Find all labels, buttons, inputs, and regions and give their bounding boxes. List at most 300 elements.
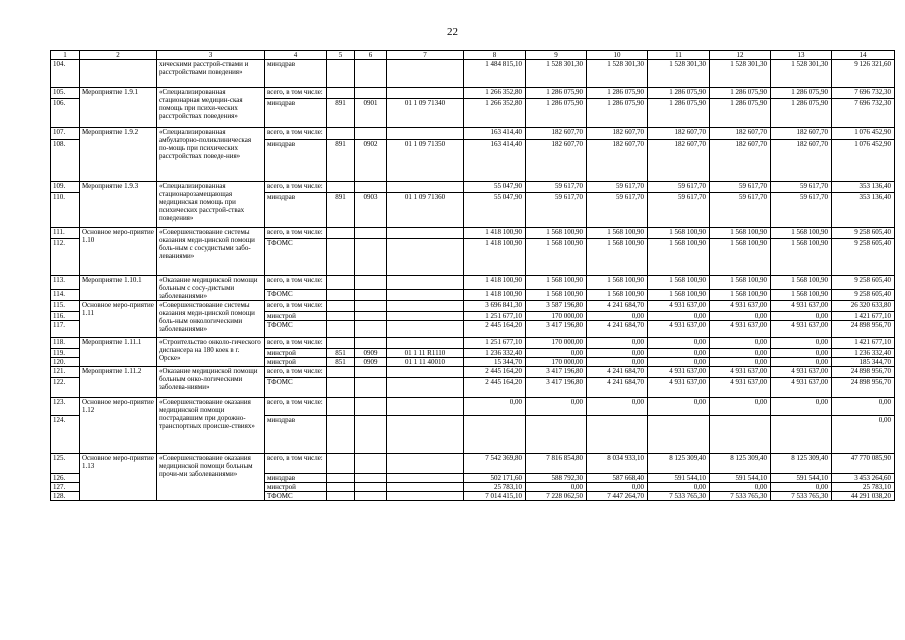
code-cell xyxy=(327,416,355,454)
amount-cell: 1 251 677,10 xyxy=(464,338,526,349)
amount-cell: 1 076 452,90 xyxy=(832,140,895,182)
amount-cell: 1 418 100,90 xyxy=(464,289,526,300)
activity-description: «Совершенствование системы оказания меди-цинской помощи боль-ным с сосудистыми забо-леваниями» xyxy=(157,228,265,276)
code-cell xyxy=(327,312,355,321)
executor-cell: минстрой xyxy=(265,358,327,367)
table-row xyxy=(51,128,895,140)
amount-cell: 44 291 038,20 xyxy=(832,492,895,501)
amount-cell: 7 533 765,30 xyxy=(771,492,832,501)
amount-cell: 1 286 075,90 xyxy=(587,88,648,99)
section-cell xyxy=(355,474,387,483)
amount-cell: 0,00 xyxy=(587,398,648,416)
amount-cell: 4 931 637,00 xyxy=(710,378,771,398)
activity-description: «Совершенствование оказания медицинской помощи больным прочи-ми заболеваниями» xyxy=(157,454,265,501)
amount-cell xyxy=(464,416,526,454)
amount-cell: 2 445 164,20 xyxy=(464,367,526,378)
section-cell: 0902 xyxy=(355,140,387,182)
amount-cell: 26 320 633,80 xyxy=(832,301,895,312)
amount-cell: 182 607,70 xyxy=(648,128,710,140)
amount-cell: 3 453 264,60 xyxy=(832,474,895,483)
amount-cell: 0,00 xyxy=(832,416,895,454)
amount-cell: 8 125 309,40 xyxy=(648,454,710,474)
executor-cell: минстрой xyxy=(265,483,327,492)
amount-cell: 0,00 xyxy=(710,349,771,358)
row-number: 109. xyxy=(51,182,80,193)
section-cell xyxy=(355,492,387,501)
amount-cell xyxy=(587,416,648,454)
amount-cell: 1 568 100,90 xyxy=(648,289,710,300)
table-row xyxy=(51,276,895,290)
section-cell xyxy=(355,338,387,349)
table-row xyxy=(51,88,895,99)
amount-cell: 9 126 321,60 xyxy=(832,60,895,88)
row-number: 124. xyxy=(51,416,80,454)
code-cell xyxy=(327,474,355,483)
amount-cell: 1 568 100,90 xyxy=(771,239,832,276)
amount-cell: 587 668,40 xyxy=(587,474,648,483)
amount-cell: 4 931 637,00 xyxy=(771,378,832,398)
amount-cell: 3 696 841,30 xyxy=(464,301,526,312)
amount-cell: 588 792,30 xyxy=(526,474,587,483)
amount-cell: 182 607,70 xyxy=(710,128,771,140)
code-cell xyxy=(327,182,355,193)
amount-cell: 7 696 732,30 xyxy=(832,99,895,128)
amount-cell: 4 241 684,70 xyxy=(587,321,648,338)
amount-cell: 0,00 xyxy=(771,358,832,367)
amount-cell: 7 542 369,80 xyxy=(464,454,526,474)
code-cell xyxy=(327,367,355,378)
amount-cell: 24 898 956,70 xyxy=(832,378,895,398)
table-row xyxy=(51,228,895,239)
code-cell xyxy=(327,301,355,312)
target-article-cell xyxy=(387,276,464,290)
executor-cell: всего, в том числе: xyxy=(265,454,327,474)
section-cell xyxy=(355,378,387,398)
header-cell: 9 xyxy=(526,51,587,60)
target-article-cell xyxy=(387,378,464,398)
code-cell: 851 xyxy=(327,349,355,358)
activity-description: «Оказание медицинской помощи больным онко-логическими заболева-ниями» xyxy=(157,367,265,398)
activity-name: Основное меро-приятие 1.13 xyxy=(80,454,157,501)
section-cell: 0903 xyxy=(355,193,387,228)
amount-cell: 1 528 301,30 xyxy=(648,60,710,88)
amount-cell: 1 568 100,90 xyxy=(526,228,587,239)
amount-cell: 3 417 196,80 xyxy=(526,378,587,398)
activity-name: Мероприятие 1.11.2 xyxy=(80,367,157,398)
header-cell: 3 xyxy=(157,51,265,60)
code-cell xyxy=(327,454,355,474)
amount-cell: 502 171,60 xyxy=(464,474,526,483)
section-cell xyxy=(355,128,387,140)
amount-cell: 2 445 164,20 xyxy=(464,378,526,398)
target-article-cell xyxy=(387,228,464,239)
amount-cell: 1 286 075,90 xyxy=(526,88,587,99)
amount-cell: 59 617,70 xyxy=(710,193,771,228)
amount-cell: 4 931 637,00 xyxy=(710,321,771,338)
amount-cell: 0,00 xyxy=(648,398,710,416)
amount-cell: 1 286 075,90 xyxy=(771,99,832,128)
amount-cell: 353 136,40 xyxy=(832,182,895,193)
amount-cell: 0,00 xyxy=(526,398,587,416)
amount-cell: 1 568 100,90 xyxy=(771,289,832,300)
code-cell: 891 xyxy=(327,140,355,182)
amount-cell: 24 898 956,70 xyxy=(832,321,895,338)
target-article-cell xyxy=(387,239,464,276)
amount-cell: 8 125 309,40 xyxy=(771,454,832,474)
row-number: 122. xyxy=(51,378,80,398)
section-cell xyxy=(355,276,387,290)
amount-cell: 1 266 352,80 xyxy=(464,99,526,128)
activity-name: Мероприятие 1.9.2 xyxy=(80,128,157,182)
header-cell: 10 xyxy=(587,51,648,60)
amount-cell: 1 568 100,90 xyxy=(587,289,648,300)
target-article-cell: 01 1 09 71360 xyxy=(387,193,464,228)
table-row xyxy=(51,60,895,88)
table-row xyxy=(51,338,895,349)
amount-cell: 9 258 605,40 xyxy=(832,276,895,290)
amount-cell: 7 696 732,30 xyxy=(832,88,895,99)
target-article-cell xyxy=(387,398,464,416)
section-cell xyxy=(355,367,387,378)
target-article-cell: 01 1 09 71350 xyxy=(387,140,464,182)
code-cell xyxy=(327,276,355,290)
amount-cell: 182 607,70 xyxy=(587,128,648,140)
amount-cell: 7 533 765,30 xyxy=(710,492,771,501)
section-cell xyxy=(355,88,387,99)
amount-cell: 0,00 xyxy=(526,349,587,358)
amount-cell: 591 544,10 xyxy=(710,474,771,483)
section-cell xyxy=(355,454,387,474)
amount-cell: 1 568 100,90 xyxy=(648,239,710,276)
target-article-cell xyxy=(387,454,464,474)
amount-cell: 59 617,70 xyxy=(587,193,648,228)
amount-cell: 1 568 100,90 xyxy=(710,239,771,276)
amount-cell: 1 528 301,30 xyxy=(526,60,587,88)
target-article-cell xyxy=(387,367,464,378)
amount-cell: 2 445 164,20 xyxy=(464,321,526,338)
amount-cell: 1 568 100,90 xyxy=(710,289,771,300)
amount-cell: 0,00 xyxy=(710,312,771,321)
amount-cell: 0,00 xyxy=(771,338,832,349)
activity-name: Основное меро-приятие 1.10 xyxy=(80,228,157,276)
table-row xyxy=(51,301,895,312)
header-cell: 14 xyxy=(832,51,895,60)
amount-cell: 59 617,70 xyxy=(771,182,832,193)
code-cell xyxy=(327,228,355,239)
row-number: 110. xyxy=(51,193,80,228)
section-cell xyxy=(355,398,387,416)
amount-cell: 0,00 xyxy=(464,398,526,416)
amount-cell: 182 607,70 xyxy=(526,140,587,182)
amount-cell: 4 241 684,70 xyxy=(587,378,648,398)
row-number: 120. xyxy=(51,358,80,367)
amount-cell: 4 931 637,00 xyxy=(648,367,710,378)
amount-cell: 170 000,00 xyxy=(526,358,587,367)
amount-cell: 1 286 075,90 xyxy=(710,88,771,99)
program-finance-table xyxy=(50,50,895,501)
target-article-cell xyxy=(387,474,464,483)
target-article-cell xyxy=(387,128,464,140)
amount-cell xyxy=(526,416,587,454)
header-cell: 2 xyxy=(80,51,157,60)
header-cell: 5 xyxy=(327,51,355,60)
row-number: 104. xyxy=(51,60,80,88)
amount-cell: 1 418 100,90 xyxy=(464,228,526,239)
amount-cell: 0,00 xyxy=(648,483,710,492)
amount-cell: 25 783,10 xyxy=(464,483,526,492)
amount-cell: 1 236 332,40 xyxy=(464,349,526,358)
executor-cell: всего, в том числе: xyxy=(265,88,327,99)
activity-name: Мероприятие 1.9.3 xyxy=(80,182,157,228)
amount-cell: 1 568 100,90 xyxy=(587,228,648,239)
amount-cell: 170 000,00 xyxy=(526,312,587,321)
activity-name: Основное меро-приятие 1.12 xyxy=(80,398,157,454)
section-cell xyxy=(355,60,387,88)
row-number: 127. xyxy=(51,483,80,492)
amount-cell: 7 014 415,10 xyxy=(464,492,526,501)
target-article-cell xyxy=(387,60,464,88)
amount-cell: 7 816 854,80 xyxy=(526,454,587,474)
amount-cell: 59 617,70 xyxy=(526,193,587,228)
amount-cell: 4 931 637,00 xyxy=(771,301,832,312)
section-cell xyxy=(355,239,387,276)
amount-cell: 1 568 100,90 xyxy=(526,239,587,276)
amount-cell: 9 258 605,40 xyxy=(832,228,895,239)
amount-cell: 4 931 637,00 xyxy=(771,321,832,338)
executor-cell: всего, в том числе: xyxy=(265,301,327,312)
amount-cell: 0,00 xyxy=(587,312,648,321)
target-article-cell xyxy=(387,88,464,99)
row-number: 108. xyxy=(51,140,80,182)
section-cell xyxy=(355,483,387,492)
amount-cell: 0,00 xyxy=(587,349,648,358)
activity-name: Мероприятие 1.11.1 xyxy=(80,338,157,367)
amount-cell: 1 286 075,90 xyxy=(587,99,648,128)
amount-cell: 1 286 075,90 xyxy=(648,99,710,128)
executor-cell: минздрав xyxy=(265,416,327,454)
section-cell: 0909 xyxy=(355,358,387,367)
row-number: 125. xyxy=(51,454,80,474)
amount-cell: 1 568 100,90 xyxy=(587,276,648,290)
amount-cell: 1 568 100,90 xyxy=(710,276,771,290)
amount-cell: 1 421 677,10 xyxy=(832,312,895,321)
code-cell xyxy=(327,128,355,140)
executor-cell: минстрой xyxy=(265,312,327,321)
row-number: 115. xyxy=(51,301,80,312)
executor-cell: ТФОМС xyxy=(265,321,327,338)
amount-cell: 1 568 100,90 xyxy=(710,228,771,239)
header-cell: 1 xyxy=(51,51,80,60)
section-cell: 0909 xyxy=(355,349,387,358)
header-cell: 8 xyxy=(464,51,526,60)
section-cell xyxy=(355,182,387,193)
amount-cell: 1 568 100,90 xyxy=(526,289,587,300)
amount-cell: 9 258 605,40 xyxy=(832,289,895,300)
amount-cell: 3 417 196,80 xyxy=(526,367,587,378)
activity-description: «Оказание медицинской помощи больным с сосу-дистыми заболеваниями» xyxy=(157,276,265,301)
section-cell xyxy=(355,312,387,321)
row-number: 119. xyxy=(51,349,80,358)
amount-cell: 1 286 075,90 xyxy=(771,88,832,99)
amount-cell: 1 568 100,90 xyxy=(648,276,710,290)
activity-description: хическими расстрой-ствами и расстройствами поведения» xyxy=(157,60,265,88)
executor-cell: всего, в том числе: xyxy=(265,367,327,378)
amount-cell: 59 617,70 xyxy=(526,182,587,193)
section-cell: 0901 xyxy=(355,99,387,128)
executor-cell: всего, в том числе: xyxy=(265,228,327,239)
amount-cell: 3 587 196,80 xyxy=(526,301,587,312)
amount-cell: 1 568 100,90 xyxy=(526,276,587,290)
table-row xyxy=(51,454,895,474)
executor-cell: минздрав xyxy=(265,140,327,182)
row-number: 126. xyxy=(51,474,80,483)
activity-description: «Совершенствование оказания медицинской помощи пострадавшим при дорожно-транспортных происше-ствиях» xyxy=(157,398,265,454)
target-article-cell: 01 1 11 40010 xyxy=(387,358,464,367)
amount-cell: 1 286 075,90 xyxy=(526,99,587,128)
target-article-cell xyxy=(387,182,464,193)
amount-cell: 0,00 xyxy=(648,349,710,358)
activity-description: «Строительство онколо-гического диспансера на 180 коек в г. Орске» xyxy=(157,338,265,367)
row-number: 105. xyxy=(51,88,80,99)
page-number: 22 xyxy=(447,26,458,38)
amount-cell: 1 568 100,90 xyxy=(587,239,648,276)
amount-cell: 4 931 637,00 xyxy=(648,378,710,398)
amount-cell: 0,00 xyxy=(648,358,710,367)
table-row xyxy=(51,398,895,416)
header-cell: 13 xyxy=(771,51,832,60)
amount-cell: 163 414,40 xyxy=(464,140,526,182)
amount-cell: 591 544,10 xyxy=(648,474,710,483)
executor-cell: ТФОМС xyxy=(265,289,327,300)
amount-cell: 1 528 301,30 xyxy=(587,60,648,88)
amount-cell: 4 931 637,00 xyxy=(771,367,832,378)
amount-cell: 182 607,70 xyxy=(771,128,832,140)
activity-description: «Специализированная стационарная медицин-ская помощь при психи-ческих расстройствах поведения» xyxy=(157,88,265,128)
amount-cell: 185 344,70 xyxy=(832,358,895,367)
code-cell xyxy=(327,239,355,276)
table-row xyxy=(51,182,895,193)
amount-cell: 1 286 075,90 xyxy=(648,88,710,99)
executor-cell: всего, в том числе: xyxy=(265,128,327,140)
amount-cell: 353 136,40 xyxy=(832,193,895,228)
section-cell xyxy=(355,301,387,312)
amount-cell xyxy=(771,416,832,454)
row-number: 106. xyxy=(51,99,80,128)
section-cell xyxy=(355,228,387,239)
amount-cell: 7 447 264,70 xyxy=(587,492,648,501)
code-cell: 891 xyxy=(327,99,355,128)
amount-cell: 0,00 xyxy=(832,398,895,416)
table-body xyxy=(51,51,895,501)
amount-cell: 0,00 xyxy=(587,483,648,492)
code-cell xyxy=(327,483,355,492)
row-number: 111. xyxy=(51,228,80,239)
amount-cell: 182 607,70 xyxy=(771,140,832,182)
header-cell: 11 xyxy=(648,51,710,60)
activity-description: «Совершенствование системы оказания меди-цинской помощи боль-ным онкологическими заболеваниями» xyxy=(157,301,265,338)
activity-description: «Специализированная стационарозамещающая медицинская помощь при психических расстрой-ствах поведения» xyxy=(157,182,265,228)
amount-cell: 1 251 677,10 xyxy=(464,312,526,321)
amount-cell: 15 344,70 xyxy=(464,358,526,367)
amount-cell: 7 533 765,30 xyxy=(648,492,710,501)
activity-name: Мероприятие 1.9.1 xyxy=(80,88,157,128)
code-cell xyxy=(327,398,355,416)
amount-cell: 0,00 xyxy=(771,483,832,492)
target-article-cell: 01 1 11 R1110 xyxy=(387,349,464,358)
amount-cell: 24 898 956,70 xyxy=(832,367,895,378)
code-cell xyxy=(327,88,355,99)
row-number: 121. xyxy=(51,367,80,378)
code-cell xyxy=(327,338,355,349)
amount-cell: 8 034 933,10 xyxy=(587,454,648,474)
table-row xyxy=(51,367,895,378)
amount-cell: 1 421 677,10 xyxy=(832,338,895,349)
target-article-cell xyxy=(387,416,464,454)
amount-cell: 3 417 196,80 xyxy=(526,321,587,338)
amount-cell: 1 568 100,90 xyxy=(771,276,832,290)
amount-cell: 0,00 xyxy=(648,338,710,349)
amount-cell: 0,00 xyxy=(710,398,771,416)
amount-cell: 59 617,70 xyxy=(710,182,771,193)
activity-name xyxy=(80,60,157,88)
activity-description: «Специализированная амбулаторно-поликлиническая по-мощь при психических расстройствах поведе-ния» xyxy=(157,128,265,182)
amount-cell: 0,00 xyxy=(648,312,710,321)
target-article-cell xyxy=(387,492,464,501)
target-article-cell xyxy=(387,301,464,312)
header-row xyxy=(51,51,895,60)
amount-cell: 0,00 xyxy=(710,358,771,367)
row-number: 123. xyxy=(51,398,80,416)
amount-cell: 0,00 xyxy=(710,483,771,492)
amount-cell: 25 783,10 xyxy=(832,483,895,492)
executor-cell: всего, в том числе: xyxy=(265,338,327,349)
amount-cell xyxy=(710,416,771,454)
activity-name: Мероприятие 1.10.1 xyxy=(80,276,157,301)
amount-cell: 0,00 xyxy=(771,398,832,416)
amount-cell: 0,00 xyxy=(710,338,771,349)
target-article-cell xyxy=(387,483,464,492)
amount-cell: 1 286 075,90 xyxy=(710,99,771,128)
amount-cell: 0,00 xyxy=(587,338,648,349)
activity-name: Основное меро-приятие 1.11 xyxy=(80,301,157,338)
amount-cell: 4 241 684,70 xyxy=(587,301,648,312)
amount-cell: 1 484 815,10 xyxy=(464,60,526,88)
executor-cell: минздрав xyxy=(265,60,327,88)
amount-cell: 591 544,10 xyxy=(771,474,832,483)
section-cell xyxy=(355,416,387,454)
amount-cell: 47 770 085,90 xyxy=(832,454,895,474)
amount-cell: 182 607,70 xyxy=(587,140,648,182)
amount-cell: 59 617,70 xyxy=(771,193,832,228)
executor-cell: минздрав xyxy=(265,99,327,128)
executor-cell: минздрав xyxy=(265,474,327,483)
amount-cell: 9 258 605,40 xyxy=(832,239,895,276)
amount-cell: 1 076 452,90 xyxy=(832,128,895,140)
amount-cell: 182 607,70 xyxy=(710,140,771,182)
target-article-cell xyxy=(387,312,464,321)
amount-cell: 1 568 100,90 xyxy=(771,228,832,239)
amount-cell: 4 931 637,00 xyxy=(710,367,771,378)
executor-cell: ТФОМС xyxy=(265,378,327,398)
code-cell xyxy=(327,492,355,501)
code-cell xyxy=(327,60,355,88)
amount-cell: 4 241 684,70 xyxy=(587,367,648,378)
header-cell: 7 xyxy=(387,51,464,60)
amount-cell: 55 047,90 xyxy=(464,182,526,193)
target-article-cell xyxy=(387,289,464,300)
code-cell xyxy=(327,321,355,338)
row-number: 112. xyxy=(51,239,80,276)
